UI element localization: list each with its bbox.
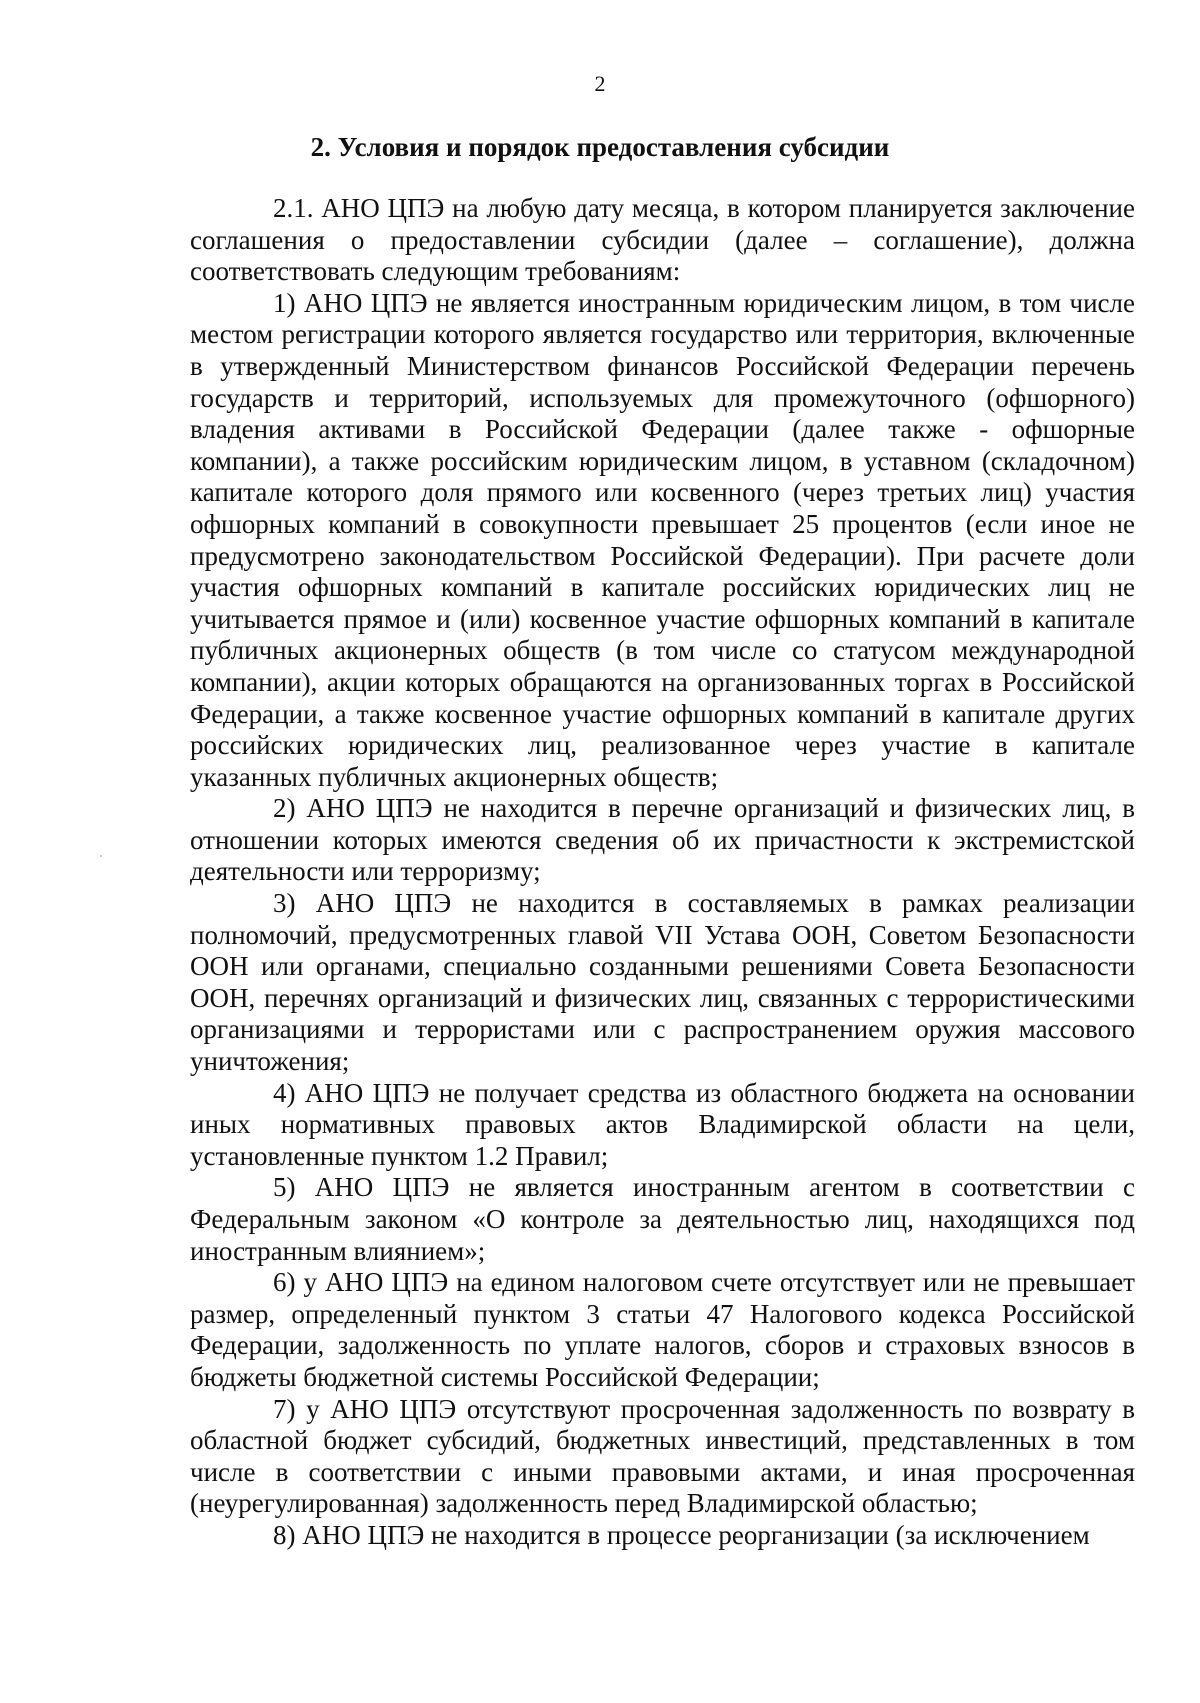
paragraph-item-4: 4) АНО ЦПЭ не получает средства из областного бюджета на основании иных нормативных правовых актов Владимирской области на цели, установленные пунктом 1.2 Правил; [190, 1077, 1135, 1171]
paragraph-item-7: 7) у АНО ЦПЭ отсутствуют просроченная задолженность по возврату в областной бюджет субсидий, бюджетных инвестиций, представленных в том числе в соответствии с иными правовыми актами, и иная просроченная (неурегулированная) задолженность перед Владимирской областью; [190, 1393, 1135, 1519]
paragraph-item-8: 8) АНО ЦПЭ не находится в процессе реорганизации (за исключением [273, 1519, 1090, 1550]
paragraph-item-3: 3) АНО ЦПЭ не находится в составляемых в рамках реализации полномочий, предусмотренных главой VII Устава ООН, Советом Безопасности ООН или органами, специально созданными решениями Совета Безопасности ООН, перечнях организаций и физических лиц, связанных с террористическими организациями и террористами или с распространением оружия массового уничтожения; [190, 888, 1135, 1077]
section-title: 2. Условия и порядок предоставления субсидии [310, 132, 890, 162]
paragraph-item-1: 1) АНО ЦПЭ не является иностранным юридическим лицом, в том числе местом регистрации которого является государство или территория, включенные в утвержденный Министерством финансов Российской Федерации перечень государств и территорий, используемых для промежуточного (офшорного) владения активами в Российской Федерации (далее также - офшорные компании), а также российским юридическим лицом, в уставном (складочном) капитале которого доля прямого или косвенного (через третьих лиц) участия офшорных компаний в совокупности превышает 25 процентов (если иное не предусмотрено законодательством Российской Федерации). При расчете доли участия офшорных компаний в капитале российских юридических лиц не учитывается прямое и (или) косвенное участие офшорных компаний в капитале публичных акционерных обществ (в том числе со статусом международной компании), акции которых обращаются на организованных торгах в Российской Федерации, а также косвенное участие офшорных компаний в капитале других российских юридических лиц, реализованное через участие в капитале указанных публичных акционерных обществ; [190, 287, 1135, 792]
paragraph-item-6: 6) у АНО ЦПЭ на едином налоговом счете отсутствует или не превышает размер, определенный пунктом 3 статьи 47 Налогового кодекса Российской Федерации, задолженность по уплате налогов, сборов и страховых взносов в бюджеты бюджетной системы Российской Федерации; [190, 1267, 1135, 1392]
page-number: 2 [594, 71, 606, 96]
paragraph-item-5: 5) АНО ЦПЭ не является иностранным агентом в соответствии с Федеральным законом «О контроле за деятельностью лиц, находящихся под иностранным влиянием»; [190, 1172, 1135, 1266]
paragraph-item-2: 2) АНО ЦПЭ не находится в перечне организаций и физических лиц, в отношении которых имеются сведения об их причастности к экстремистской деятельности или терроризму; [190, 793, 1135, 887]
document-body [190, 193, 1135, 1552]
scan-artifact-dot [100, 855, 102, 857]
paragraph-2-1: 2.1. АНО ЦПЭ на любую дату месяца, в котором планируется заключение соглашения о предоставлении субсидии (далее – соглашение), должна соответствовать следующим требованиям: [190, 193, 1135, 287]
